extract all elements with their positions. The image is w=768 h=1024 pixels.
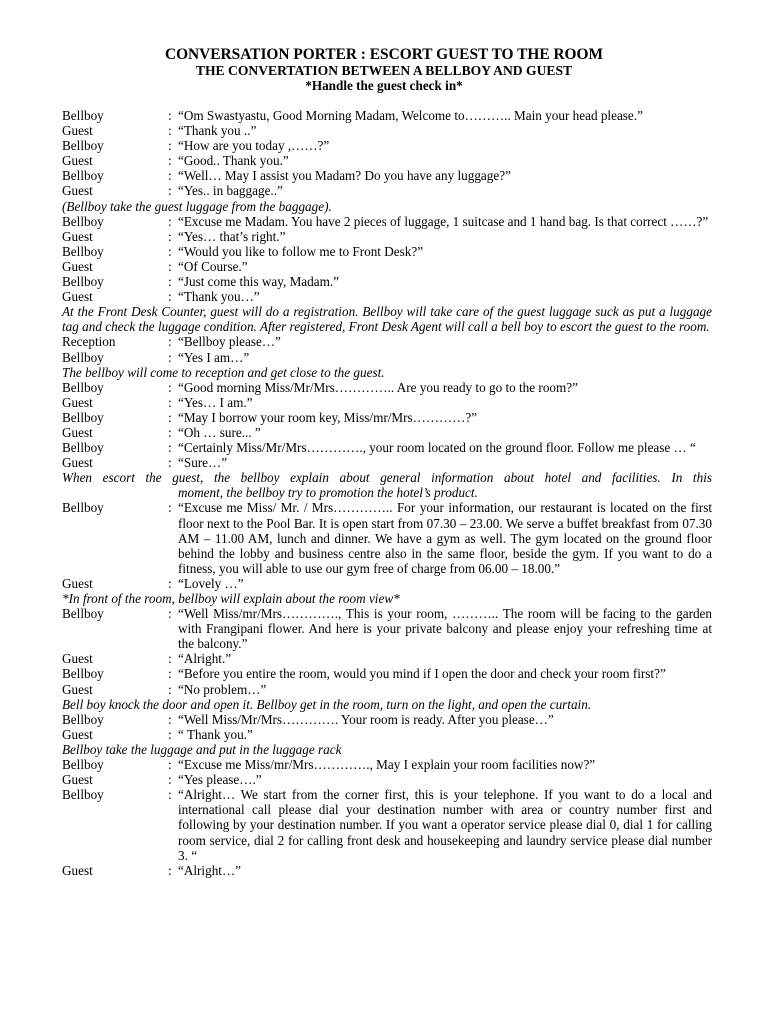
speaker-colon: : — [168, 606, 172, 622]
stage-direction: *In front of the room, bellboy will explain about the room view* — [62, 591, 400, 606]
dialog-text: “Excuse me Miss/ Mr. / Mrs………….. For your information, our restaurant is located on the first floor next to the Pool Bar. It is open start from 07.30 – 23.00. We serve a buffet breakfast from 07.30 AM – 11.00 AM, lunch and dinner. We have a gym as well. The gym located on the ground floor behind the lobby and business centre also in the same floor, beside the gym. If you want to do a fitness, you will able to use our gym free of charge from 06.00 – 18.00.” — [178, 500, 712, 576]
dialog-text: “Good morning Miss/Mr/Mrs………….. Are you ready to go to the room?” — [178, 379, 578, 395]
dialog-text: “Well Miss/Mr/Mrs…………. Your room is ready. After you please…” — [178, 711, 554, 727]
stage-direction: At the Front Desk Counter, guest will do a registration. Bellboy will take care of the guest luggage suck as put a luggage tag and check the luggage condition. After registered, Front Desk Agent will call a bell boy to escort the guest to the room. — [62, 304, 712, 335]
speaker-name: Bellboy — [62, 349, 104, 365]
dialog-text: “Oh … sure... ” — [178, 424, 261, 440]
dialog-text: “Excuse me Miss/mr/Mrs…………., May I explain your room facilities now?” — [178, 757, 596, 773]
speaker-colon: : — [168, 409, 172, 425]
speaker-colon: : — [168, 726, 172, 742]
dialog-line — [62, 168, 712, 183]
speaker-name: Bellboy — [62, 757, 104, 773]
speaker-name: Guest — [62, 651, 93, 667]
dialog-text: “Yes… I am.” — [178, 394, 253, 410]
dialog-line — [62, 183, 712, 198]
dialog-line — [62, 380, 712, 395]
dialog-line — [62, 214, 712, 229]
speaker-colon: : — [168, 168, 172, 184]
dialog-line — [62, 410, 712, 425]
stage-direction: The bellboy will come to reception and get close to the guest. — [62, 364, 385, 380]
document-title: CONVERSATION PORTER : ESCORT GUEST TO THE ROOM — [164, 46, 604, 63]
speaker-colon: : — [168, 123, 172, 139]
conversation-body — [62, 108, 712, 878]
dialog-line — [62, 334, 712, 349]
dialog-text: “Lovely …” — [178, 575, 244, 591]
dialog-line — [62, 440, 712, 455]
dialog-line — [62, 455, 712, 470]
speaker-colon: : — [168, 379, 172, 395]
dialog-line — [62, 289, 712, 304]
speaker-name: Bellboy — [62, 379, 104, 395]
dialog-line — [62, 244, 712, 259]
dialog-text: “May I borrow your room key, Miss/mr/Mrs…………?” — [178, 409, 478, 425]
speaker-name: Reception — [62, 334, 116, 350]
speaker-colon: : — [168, 787, 172, 803]
speaker-colon: : — [168, 289, 172, 305]
speaker-name: Bellboy — [62, 711, 104, 727]
dialog-line — [62, 108, 712, 123]
speaker-colon: : — [168, 394, 172, 410]
speaker-name: Bellboy — [62, 108, 104, 123]
stage-direction: Bell boy knock the door and open it. Bellboy get in the room, turn on the light, and open the curtain. — [62, 696, 592, 712]
speaker-name: Guest — [62, 258, 93, 274]
dialog-text: “Om Swastyastu, Good Morning Madam, Welcome to……….. Main your head please.” — [178, 108, 643, 123]
speaker-name: Bellboy — [62, 787, 104, 803]
dialog-text: “Thank you…” — [178, 289, 260, 305]
dialog-line — [62, 395, 712, 410]
dialog-line — [62, 153, 712, 168]
speaker-colon: : — [168, 666, 172, 682]
speaker-colon: : — [168, 424, 172, 440]
dialog-text: “Sure…” — [178, 455, 228, 471]
dialog-line — [62, 666, 712, 681]
speaker-colon: : — [168, 757, 172, 773]
document-subheading: *Handle the guest check in* — [305, 78, 463, 93]
speaker-name: Guest — [62, 726, 93, 742]
speaker-name: Bellboy — [62, 274, 104, 290]
stage-direction: Bellboy take the luggage and put in the luggage rack — [62, 741, 342, 757]
dialog-line — [62, 229, 712, 244]
dialog-line — [62, 500, 712, 575]
speaker-name: Bellboy — [62, 138, 104, 154]
dialog-line — [62, 123, 712, 138]
dialog-text: “ Thank you.” — [178, 726, 253, 742]
speaker-colon: : — [168, 138, 172, 154]
speaker-colon: : — [168, 711, 172, 727]
dialog-line — [62, 863, 712, 878]
speaker-colon: : — [168, 334, 172, 350]
speaker-name: Guest — [62, 228, 93, 244]
speaker-colon: : — [168, 258, 172, 274]
dialog-line — [62, 425, 712, 440]
speaker-name: Guest — [62, 289, 93, 305]
speaker-name: Guest — [62, 394, 93, 410]
speaker-name: Guest — [62, 123, 93, 139]
speaker-colon: : — [168, 108, 172, 123]
speaker-colon: : — [168, 862, 172, 878]
stage-direction-line: When escort the guest, the bellboy explain about general information about hotel and facilities. In this — [62, 470, 712, 486]
speaker-name: Guest — [62, 153, 93, 169]
dialog-text: “Alright…” — [178, 862, 241, 878]
dialog-line — [62, 682, 712, 697]
speaker-name: Bellboy — [62, 666, 104, 682]
dialog-text: “Good.. Thank you.” — [178, 153, 289, 169]
speaker-name: Guest — [62, 183, 93, 199]
dialog-line — [62, 712, 712, 727]
speaker-name: Bellboy — [62, 243, 104, 259]
speaker-colon: : — [168, 243, 172, 259]
dialog-text: “Excuse me Madam. You have 2 pieces of luggage, 1 suitcase and 1 hand bag. Is that correct ……?” — [178, 213, 709, 229]
speaker-name: Guest — [62, 575, 93, 591]
speaker-name: Bellboy — [62, 409, 104, 425]
dialog-text: “Yes please….” — [178, 772, 262, 788]
dialog-line — [62, 757, 712, 772]
speaker-colon: : — [168, 153, 172, 169]
dialog-line — [62, 727, 712, 742]
dialog-text: “Would you like to follow me to Front Desk?” — [178, 243, 424, 259]
dialog-line — [62, 772, 712, 787]
dialog-text: “No problem…” — [178, 681, 267, 697]
dialog-line — [62, 606, 712, 651]
speaker-name: Guest — [62, 681, 93, 697]
dialog-text: “Well… May I assist you Madam? Do you have any luggage?” — [178, 168, 511, 184]
speaker-colon: : — [168, 455, 172, 471]
dialog-text: “Bellboy please…” — [178, 334, 281, 350]
speaker-name: Bellboy — [62, 168, 104, 184]
speaker-colon: : — [168, 213, 172, 229]
dialog-text: “Alright.” — [178, 651, 232, 667]
speaker-name: Bellboy — [62, 440, 104, 456]
dialog-text: “Before you entire the room, would you mind if I open the door and check your room first?” — [178, 666, 666, 682]
dialog-line — [62, 350, 712, 365]
speaker-name: Guest — [62, 424, 93, 440]
dialog-text: “Of Course.” — [178, 258, 248, 274]
dialog-text: “Just come this way, Madam.” — [178, 274, 340, 290]
dialog-text: “Alright… We start from the corner first, this is your telephone. If you want to do a local and international call please dial your destination number with area or country number first and following by your destination number. If you want a operator service please dial 0, dial 1 for calling room service, dial 2 for calling front desk and housekeeping and laundry service please dial number 3. “ — [178, 787, 712, 863]
dialog-text: “Certainly Miss/Mr/Mrs…………., your room located on the ground floor. Follow me please … “ — [178, 440, 696, 456]
dialog-line — [62, 259, 712, 274]
dialog-line — [62, 651, 712, 666]
speaker-colon: : — [168, 772, 172, 788]
dialog-text: “How are you today ,……?” — [178, 138, 330, 154]
speaker-name: Guest — [62, 862, 93, 878]
stage-direction-line: moment, the bellboy try to promotion the hotel’s product. — [178, 485, 478, 501]
dialog-line — [62, 274, 712, 289]
speaker-colon: : — [168, 575, 172, 591]
speaker-colon: : — [168, 349, 172, 365]
dialog-text: “Well Miss/mr/Mrs…………., This is your room, ……….. The room will be facing to the garden with Frangipani flower. And here is your private balcony and please enjoy your refreshing time at the balcony.” — [178, 606, 712, 652]
speaker-name: Bellboy — [62, 606, 104, 622]
dialog-text: “Thank you ..” — [178, 123, 257, 139]
dialog-text: “Yes.. in baggage..” — [178, 183, 283, 199]
speaker-name: Guest — [62, 772, 93, 788]
dialog-line — [62, 787, 712, 862]
speaker-colon: : — [168, 274, 172, 290]
speaker-colon: : — [168, 228, 172, 244]
stage-direction: (Bellboy take the guest luggage from the baggage). — [62, 198, 332, 214]
speaker-name: Bellboy — [62, 213, 104, 229]
dialog-text: “Yes… that’s right.” — [178, 228, 286, 244]
speaker-name: Bellboy — [62, 500, 104, 516]
dialog-line — [62, 138, 712, 153]
document-subtitle: THE CONVERTATION BETWEEN A BELLBOY AND GUEST — [195, 63, 573, 78]
dialog-text: “Yes I am…” — [178, 349, 250, 365]
speaker-colon: : — [168, 500, 172, 516]
speaker-colon: : — [168, 681, 172, 697]
speaker-colon: : — [168, 183, 172, 199]
speaker-colon: : — [168, 651, 172, 667]
speaker-colon: : — [168, 440, 172, 456]
speaker-name: Guest — [62, 455, 93, 471]
dialog-line — [62, 576, 712, 591]
stage-direction — [62, 470, 712, 500]
